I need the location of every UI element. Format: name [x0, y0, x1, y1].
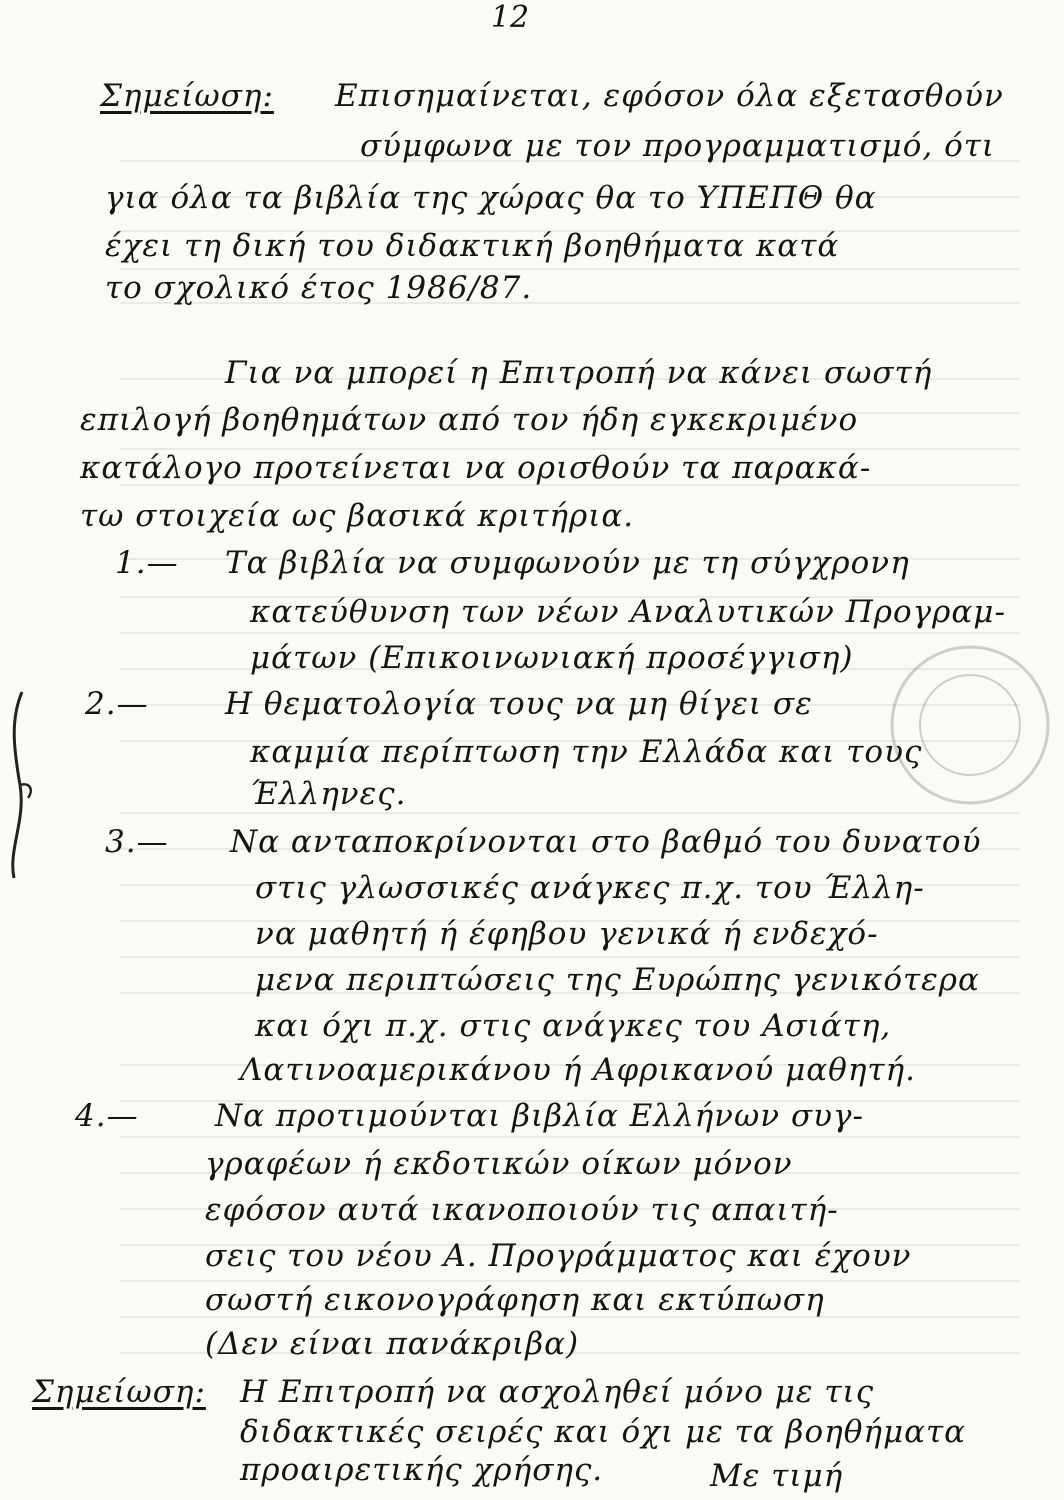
note-1-line: σύμφωνα με τον προγραμματισμό, ότι [360, 128, 996, 164]
page-number: 12 [490, 0, 530, 35]
note-1-label: Σημείωση: [100, 78, 274, 114]
note-1-line: έχει τη δική του διδακτική βοηθήματα κατά [105, 228, 840, 264]
closing-text: Με τιμή [710, 1458, 844, 1494]
note-2-label: Σημείωση: [32, 1374, 206, 1410]
paragraph-line: Για να μπορεί η Επιτροπή να κάνει σωστή [225, 355, 933, 391]
paragraph-line: τω στοιχεία ως βασικά κριτήρια. [80, 498, 635, 534]
paragraph-line: επιλογή βοηθημάτων από τον ήδη εγκεκριμένο [80, 402, 859, 438]
paragraph-line: κατάλογο προτείνεται να ορισθούν τα παρακά- [80, 450, 872, 486]
criterion-line: Έλληνες. [250, 776, 407, 812]
stamp-seal [885, 640, 1055, 810]
note-2-line: Η Επιτροπή να ασχοληθεί μόνο με τις [240, 1374, 875, 1410]
criterion-line: Τα βιβλία να συμφωνούν με τη σύγχρονη [225, 545, 910, 581]
note-1-line: Επισημαίνεται, εφόσον όλα εξετασθούν [335, 78, 1004, 114]
criterion-line: Η θεματολογία τους να μη θίγει σε [225, 686, 813, 722]
criterion-line: Να προτιμούνται βιβλία Ελλήνων συγ- [215, 1098, 864, 1134]
criterion-line: (Δεν είναι πανάκριβα) [205, 1326, 580, 1362]
criterion-line: εφόσον αυτά ικανοποιούν τις απαιτή- [205, 1192, 839, 1228]
note-1-line: για όλα τα βιβλία της χώρας θα το ΥΠΕΠΘ θα [105, 180, 877, 216]
note-2-line: προαιρετικής χρήσης. [240, 1452, 604, 1488]
criterion-line: κατεύθυνση των νέων Αναλυτικών Προγραμ- [250, 594, 1006, 630]
criterion-number: 3.— [105, 824, 169, 860]
criterion-line: Να ανταποκρίνονται στο βαθμό του δυνατού [230, 824, 982, 860]
criterion-line: καμμία περίπτωση την Ελλάδα και τους [250, 734, 923, 770]
criterion-line: στις γλωσσικές ανάγκες π.χ. του Έλλη- [255, 870, 925, 906]
criterion-number: 1.— [115, 545, 179, 581]
criterion-line: γραφέων ή εκδοτικών οίκων μόνον [205, 1146, 793, 1182]
criterion-line: μενα περιπτώσεις της Ευρώπης γενικότερα [255, 962, 980, 998]
criterion-line: Λατινοαμερικάνου ή Αφρικανού μαθητή. [240, 1052, 916, 1088]
criterion-line: μάτων (Επικοινωνιακή προσέγγιση) [250, 640, 854, 676]
criterion-number: 4.— [75, 1098, 139, 1134]
criterion-line: να μαθητή ή έφηβου γενικά ή ενδεχό- [255, 916, 879, 952]
criterion-line: σεις του νέου Α. Προγράμματος και έχουν [205, 1238, 912, 1274]
note-2-line: διδακτικές σειρές και όχι με τα βοηθήματα [240, 1414, 967, 1450]
note-1-line: το σχολικό έτος 1986/87. [105, 270, 533, 306]
note-1 [0, 0, 1064, 306]
criterion-line: σωστή εικονογράφηση και εκτύπωση [205, 1282, 825, 1318]
criterion-line: και όχι π.χ. στις ανάγκες του Ασιάτη, [255, 1008, 892, 1044]
margin-bracket-mark [0, 690, 40, 880]
criterion-number: 2.— [85, 686, 149, 722]
